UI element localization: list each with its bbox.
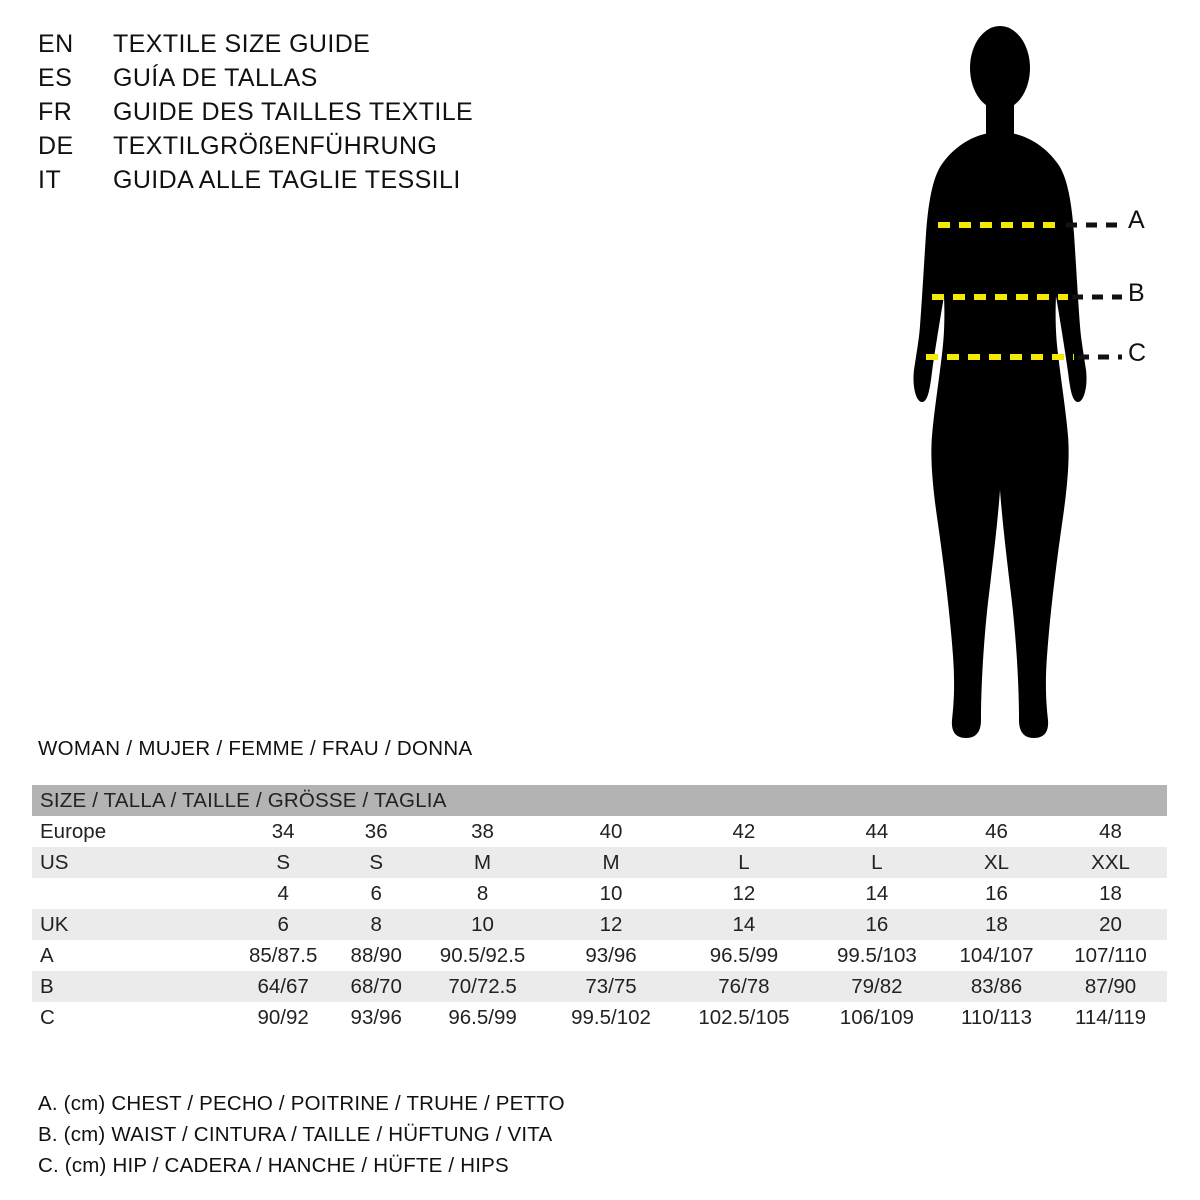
table-header-label: SIZE / TALLA / TAILLE / GRÖSSE / TAGLIA: [32, 785, 1167, 816]
cell: 85/87.5: [230, 940, 336, 971]
cell: L: [673, 847, 815, 878]
language-text-fr: GUIDE DES TAILLES TEXTILE: [113, 98, 474, 126]
cell: 76/78: [673, 971, 815, 1002]
cell: 46: [939, 816, 1054, 847]
cell: 90/92: [230, 1002, 336, 1033]
cell: 102.5/105: [673, 1002, 815, 1033]
table-row: [32, 816, 1167, 847]
table-row: [32, 940, 1167, 971]
language-code-it: IT: [38, 166, 62, 194]
row-label-b: B: [32, 971, 230, 1002]
cell: 90.5/92.5: [416, 940, 549, 971]
cell: 8: [416, 878, 549, 909]
cell: XL: [939, 847, 1054, 878]
cell: 88/90: [336, 940, 416, 971]
cell: 106/109: [815, 1002, 939, 1033]
cell: 6: [230, 909, 336, 940]
cell: 16: [815, 909, 939, 940]
female-silhouette-icon: [860, 20, 1190, 750]
cell: 93/96: [549, 940, 673, 971]
footnote-a: A. (cm) CHEST / PECHO / POITRINE / TRUHE / PETTO: [38, 1092, 565, 1115]
row-label-uk: UK: [32, 909, 230, 940]
table-row: [32, 878, 1167, 909]
language-row-es: [38, 64, 598, 98]
table-caption: WOMAN / MUJER / FEMME / FRAU / DONNA: [38, 737, 473, 760]
figure-area: [860, 20, 1190, 750]
cell: 107/110: [1054, 940, 1167, 971]
language-text-de: TEXTILGRÖßENFÜHRUNG: [113, 132, 438, 160]
table-header-row: [32, 785, 1167, 816]
cell: 10: [416, 909, 549, 940]
language-text-es: GUÍA DE TALLAS: [113, 64, 318, 92]
language-row-de: [38, 132, 598, 166]
cell: 79/82: [815, 971, 939, 1002]
cell: 40: [549, 816, 673, 847]
cell: 12: [673, 878, 815, 909]
language-code-en: EN: [38, 30, 74, 58]
cell: 18: [939, 909, 1054, 940]
cell: S: [230, 847, 336, 878]
footnotes: [38, 1088, 938, 1181]
cell: 42: [673, 816, 815, 847]
cell: 99.5/103: [815, 940, 939, 971]
cell: M: [549, 847, 673, 878]
cell: 96.5/99: [416, 1002, 549, 1033]
cell: 83/86: [939, 971, 1054, 1002]
cell: M: [416, 847, 549, 878]
row-label-a: A: [32, 940, 230, 971]
cell: 93/96: [336, 1002, 416, 1033]
cell: 18: [1054, 878, 1167, 909]
cell: 20: [1054, 909, 1167, 940]
cell: 14: [815, 878, 939, 909]
cell: 70/72.5: [416, 971, 549, 1002]
table-row: [32, 909, 1167, 940]
cell: S: [336, 847, 416, 878]
cell: 73/75: [549, 971, 673, 1002]
language-row-en: [38, 30, 598, 64]
cell: 16: [939, 878, 1054, 909]
row-label-c: C: [32, 1002, 230, 1033]
cell: 4: [230, 878, 336, 909]
language-text-it: GUIDA ALLE TAGLIE TESSILI: [113, 166, 461, 194]
row-label-europe: Europe: [32, 816, 230, 847]
row-label-us-numeric: [32, 878, 230, 909]
measurement-label-a: A: [1128, 206, 1145, 234]
table-row: [32, 971, 1167, 1002]
cell: 6: [336, 878, 416, 909]
cell: 36: [336, 816, 416, 847]
cell: 34: [230, 816, 336, 847]
cell: 44: [815, 816, 939, 847]
cell: 8: [336, 909, 416, 940]
measurement-label-b: B: [1128, 279, 1145, 307]
cell: 14: [673, 909, 815, 940]
cell: XXL: [1054, 847, 1167, 878]
footnote-b: B. (cm) WAIST / CINTURA / TAILLE / HÜFTUNG / VITA: [38, 1123, 553, 1146]
language-row-it: [38, 166, 598, 200]
language-code-es: ES: [38, 64, 73, 92]
table-row: [32, 847, 1167, 878]
row-label-us: US: [32, 847, 230, 878]
cell: L: [815, 847, 939, 878]
cell: 12: [549, 909, 673, 940]
cell: 104/107: [939, 940, 1054, 971]
cell: 10: [549, 878, 673, 909]
measurement-label-c: C: [1128, 339, 1147, 367]
table-row: [32, 1002, 1167, 1033]
cell: 68/70: [336, 971, 416, 1002]
cell: 48: [1054, 816, 1167, 847]
cell: 64/67: [230, 971, 336, 1002]
cell: 110/113: [939, 1002, 1054, 1033]
language-text-en: TEXTILE SIZE GUIDE: [113, 30, 371, 58]
cell: 99.5/102: [549, 1002, 673, 1033]
footnote-c: C. (cm) HIP / CADERA / HANCHE / HÜFTE / HIPS: [38, 1154, 509, 1177]
language-code-de: DE: [38, 132, 74, 160]
cell: 87/90: [1054, 971, 1167, 1002]
cell: 114/119: [1054, 1002, 1167, 1033]
size-table: [32, 785, 1167, 1033]
cell: 38: [416, 816, 549, 847]
cell: 96.5/99: [673, 940, 815, 971]
language-code-fr: FR: [38, 98, 73, 126]
language-row-fr: [38, 98, 598, 132]
language-header-block: [38, 30, 598, 200]
